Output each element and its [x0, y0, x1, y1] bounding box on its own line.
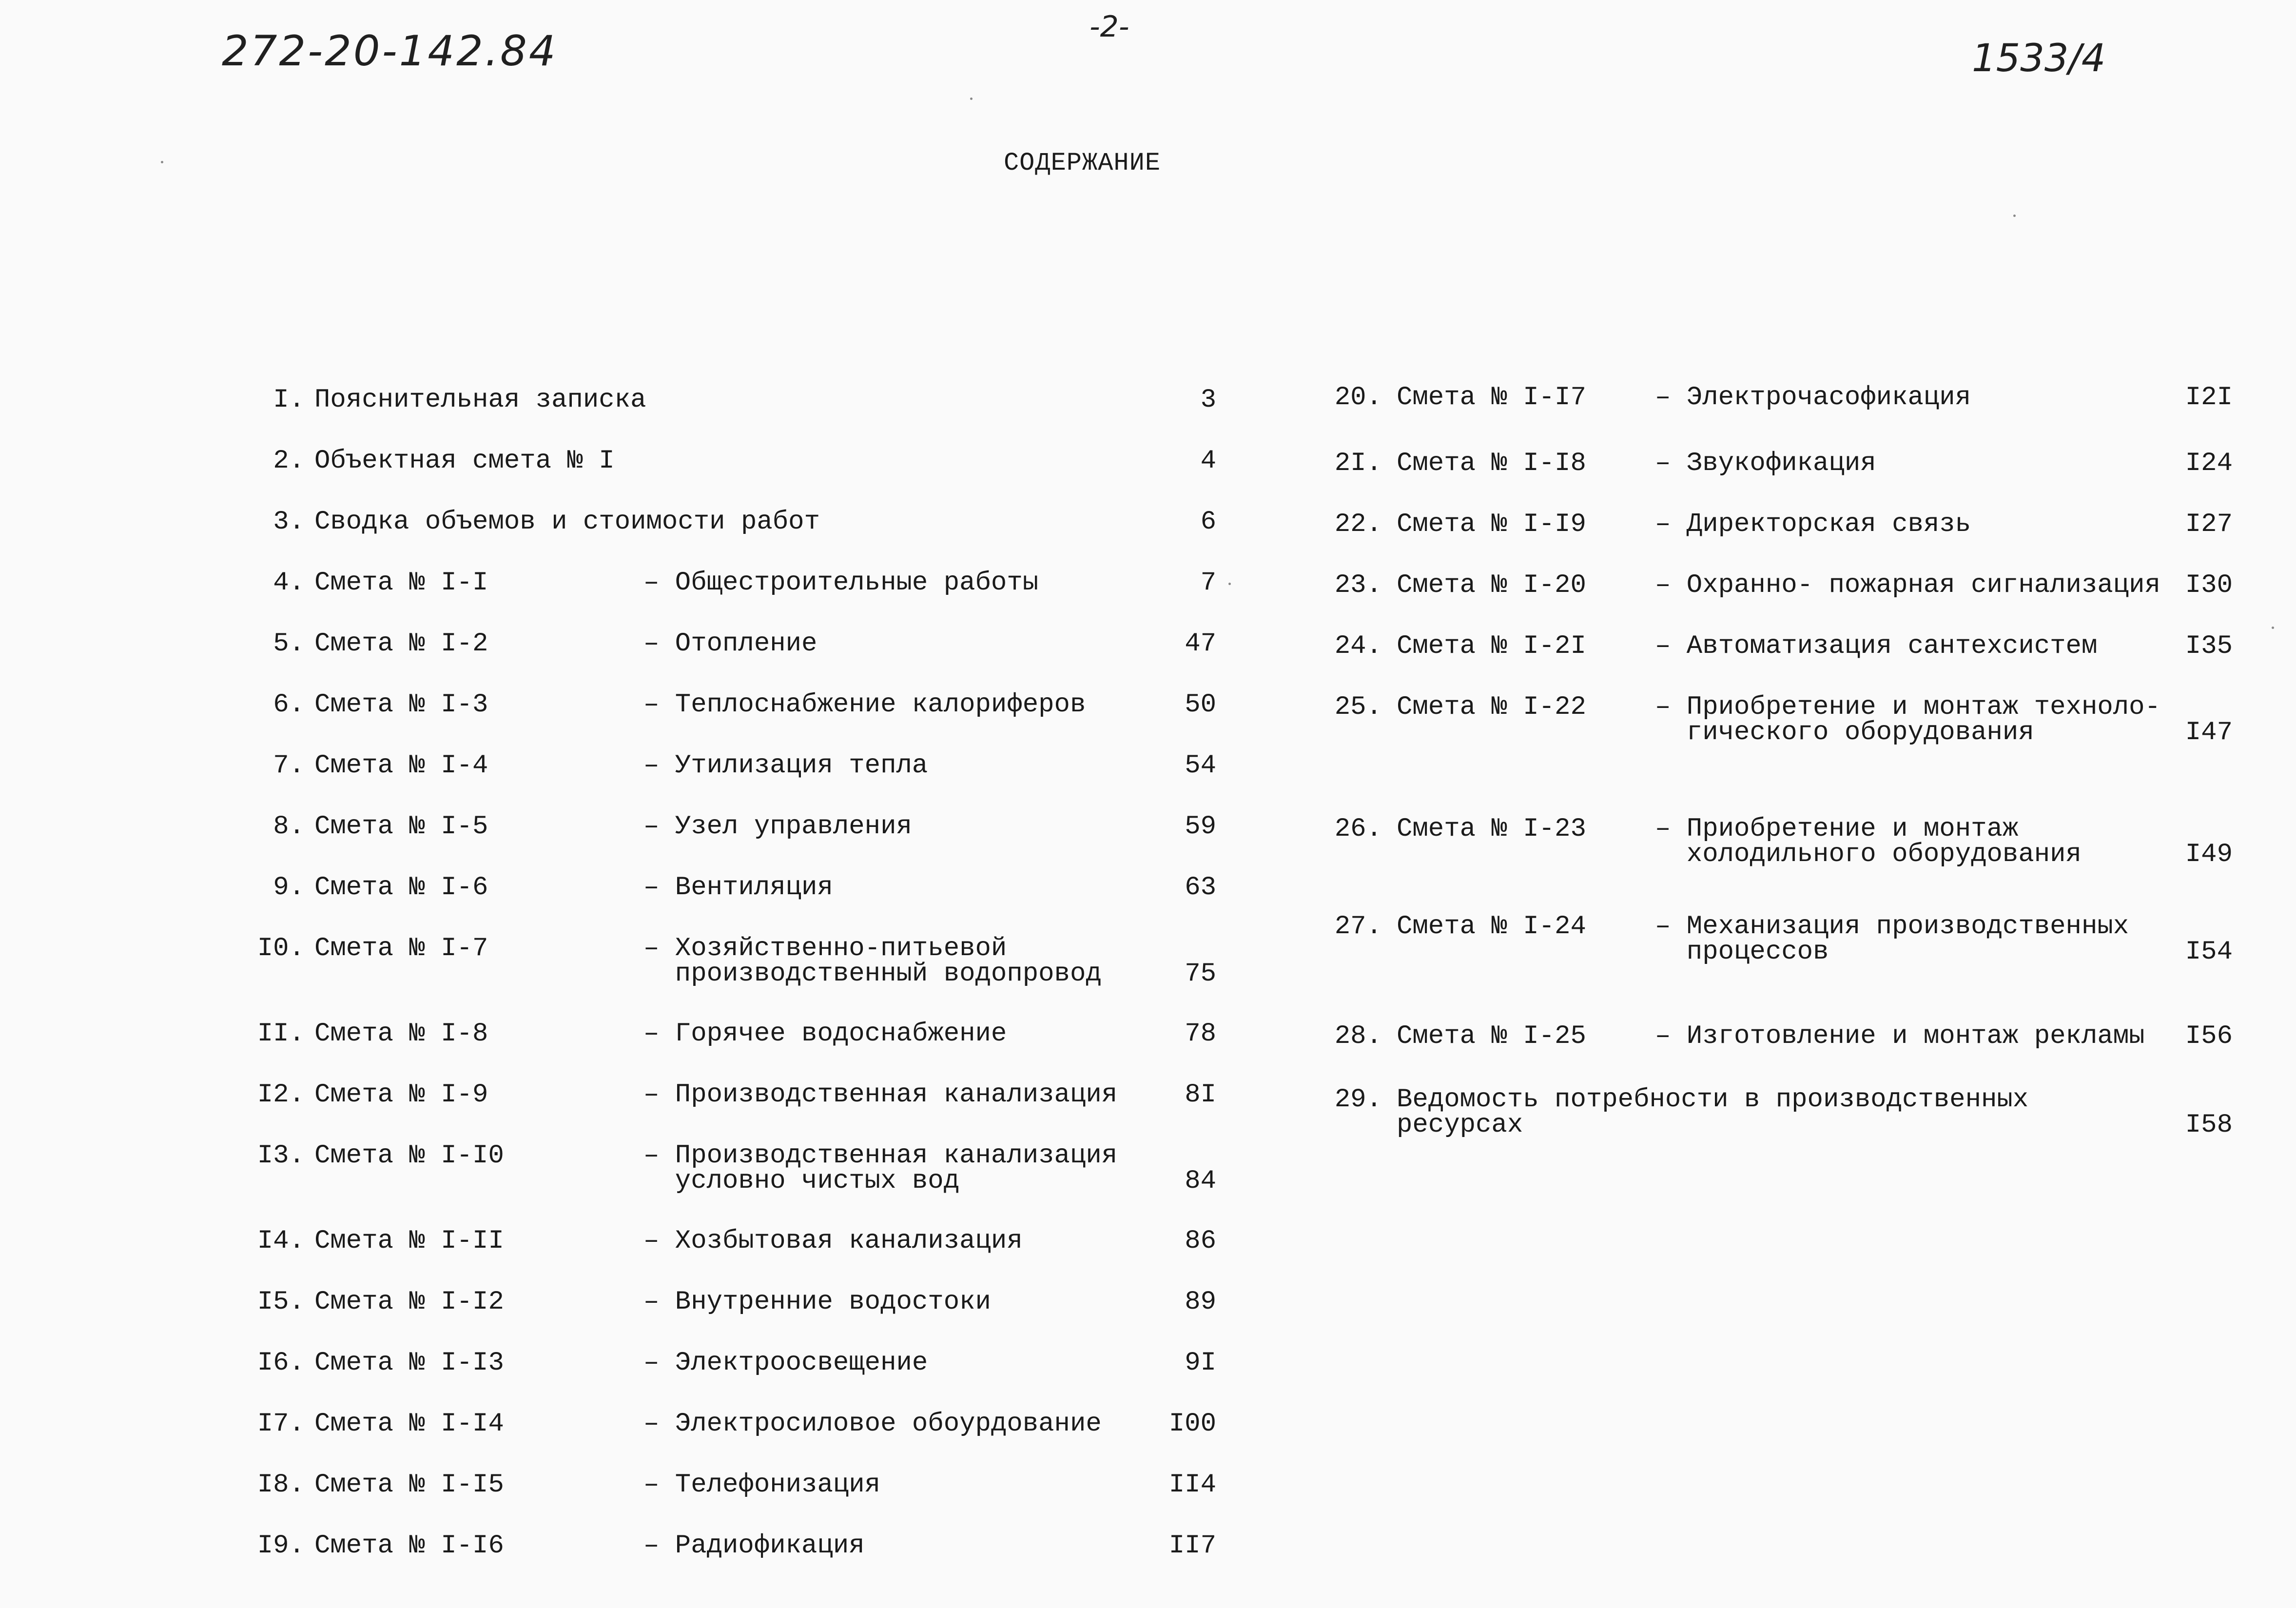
- toc-entry-label: Смета № I-I8: [1397, 449, 1586, 478]
- toc-entry-description: – Звукофикация: [1655, 449, 1876, 478]
- toc-entry-label: Сводка объемов и стоимости работ: [314, 507, 820, 537]
- toc-entry-number: I0.: [257, 934, 305, 963]
- toc-entry-description: – Директорская связь: [1655, 510, 1971, 539]
- scan-speck: [1228, 583, 1231, 585]
- toc-entry-number: I6.: [257, 1348, 305, 1378]
- toc-entry-description: – Утилизация тепла: [643, 751, 928, 781]
- toc-entry-page: I00: [1168, 1409, 1216, 1439]
- toc-entry-label: Смета № I-3: [314, 690, 488, 720]
- toc-entry-number: 24.: [1334, 631, 1382, 661]
- toc-entry-page: I49: [2185, 840, 2233, 869]
- toc-entry-label: Смета № I-6: [314, 873, 488, 902]
- toc-entry-page: 47: [1185, 629, 1216, 659]
- toc-entry-description: – Механизация производственных процессов: [1655, 912, 2129, 967]
- toc-entry-label: Смета № I-I5: [314, 1470, 504, 1500]
- toc-entry-description: – Внутренние водостоки: [643, 1287, 991, 1317]
- toc-entry-number: 7.: [273, 751, 305, 781]
- toc-entry-description: – Приобретение и монтаж техноло- гического оборудования: [1655, 692, 2160, 747]
- toc-entry-description: – Автоматизация сантехсистем: [1655, 631, 2098, 661]
- toc-entry-label: Смета № I-7: [314, 934, 488, 963]
- toc-entry-page: 6: [1200, 507, 1216, 537]
- toc-entry-description: – Электросиловое обоурдование: [643, 1409, 1102, 1439]
- document-code: 272-20-142.84: [222, 27, 558, 76]
- toc-entry-description: – Приобретение и монтаж холодильного оборудования: [1655, 814, 2082, 869]
- toc-entry-label: Смета № I-I3: [314, 1348, 504, 1378]
- toc-entry-page: 50: [1185, 690, 1216, 720]
- toc-entry-number: 8.: [273, 812, 305, 842]
- toc-entry-page: II7: [1168, 1531, 1216, 1561]
- toc-entry-page: I54: [2185, 937, 2233, 967]
- toc-entry-number: 2.: [273, 446, 305, 476]
- toc-entry-page: 78: [1185, 1019, 1216, 1049]
- toc-entry-page: 8I: [1185, 1080, 1216, 1110]
- toc-entry-description: – Электроосвещение: [643, 1348, 928, 1378]
- toc-entry-number: I7.: [257, 1409, 305, 1439]
- toc-entry-page: I2I: [2185, 383, 2233, 412]
- toc-entry-number: I.: [273, 385, 305, 415]
- toc-entry-number: 20.: [1334, 383, 1382, 412]
- toc-entry-label: Смета № I-I7: [1397, 383, 1586, 412]
- toc-entry-number: I9.: [257, 1531, 305, 1561]
- toc-entry-label: Смета № I-I6: [314, 1531, 504, 1561]
- toc-entry-number: 23.: [1334, 570, 1382, 600]
- scan-speck: [970, 98, 973, 100]
- toc-entry-number: I8.: [257, 1470, 305, 1500]
- toc-entry-page: 75: [1185, 959, 1216, 989]
- toc-entry-label: Смета № I-2I: [1397, 631, 1586, 661]
- toc-entry-description: – Узел управления: [643, 812, 912, 842]
- toc-entry-description: – Телефонизация: [643, 1470, 881, 1500]
- toc-entry-label: Пояснительная записка: [314, 385, 646, 415]
- toc-entry-description: – Изготовление и монтаж рекламы: [1655, 1021, 2145, 1051]
- toc-entry-number: 26.: [1334, 814, 1382, 844]
- toc-entry-page: I58: [2185, 1110, 2233, 1140]
- toc-entry-page: 59: [1185, 812, 1216, 842]
- scan-speck: [2013, 215, 2016, 217]
- toc-entry-page: 89: [1185, 1287, 1216, 1317]
- toc-entry-label: Смета № I-II: [314, 1226, 504, 1256]
- toc-entry-number: 2I.: [1334, 449, 1382, 478]
- toc-entry-number: 3.: [273, 507, 305, 537]
- toc-entry-number: 4.: [273, 568, 305, 598]
- toc-entry-description: – Общестроительные работы: [643, 568, 1039, 598]
- scan-speck: [2272, 627, 2274, 629]
- toc-entry-page: 9I: [1185, 1348, 1216, 1378]
- toc-entry-number: 27.: [1334, 912, 1382, 941]
- toc-entry-description: – Радиофикация: [643, 1531, 865, 1561]
- toc-entry-page: 84: [1185, 1166, 1216, 1196]
- toc-entry-page: 7: [1200, 568, 1216, 598]
- toc-entry-label: Смета № I-I: [314, 568, 488, 598]
- toc-entry-page: 3: [1200, 385, 1216, 415]
- toc-entry-label: Смета № I-2: [314, 629, 488, 659]
- toc-entry-page: I35: [2185, 631, 2233, 661]
- toc-entry-page: 4: [1200, 446, 1216, 476]
- toc-entry-number: 9.: [273, 873, 305, 902]
- toc-entry-number: 28.: [1334, 1021, 1382, 1051]
- toc-entry-label: Смета № I-23: [1397, 814, 1586, 844]
- toc-entry-number: I3.: [257, 1141, 305, 1171]
- toc-entry-page: I27: [2185, 510, 2233, 539]
- toc-entry-label: Смета № I-5: [314, 812, 488, 842]
- toc-entry-label: Смета № I-9: [314, 1080, 488, 1110]
- toc-entry-label: Смета № I-I0: [314, 1141, 504, 1171]
- toc-entry-page: 54: [1185, 751, 1216, 781]
- toc-entry-page: I56: [2185, 1021, 2233, 1051]
- toc-entry-number: 29.: [1334, 1085, 1382, 1115]
- sheet-reference: 1533/4: [1972, 37, 2106, 80]
- toc-entry-description: – Хозяйственно-питьевой производственный водопровод: [643, 934, 1102, 989]
- toc-entry-page: II4: [1168, 1470, 1216, 1500]
- toc-entry-label: Смета № I-8: [314, 1019, 488, 1049]
- toc-entry-label: Смета № I-I2: [314, 1287, 504, 1317]
- toc-entry-number: I4.: [257, 1226, 305, 1256]
- toc-entry-page: 86: [1185, 1226, 1216, 1256]
- toc-entry-page: I30: [2185, 570, 2233, 600]
- toc-entry-label: Смета № I-24: [1397, 912, 1586, 941]
- toc-entry-number: 25.: [1334, 692, 1382, 722]
- scan-speck: [161, 161, 163, 163]
- page-title: СОДЕРЖАНИЕ: [1003, 149, 1161, 177]
- toc-entry-label: Ведомость потребности в производственных ресурсах: [1397, 1085, 2029, 1140]
- toc-entry-description: – Горячее водоснабжение: [643, 1019, 1007, 1049]
- toc-entry-description: – Хозбытовая канализация: [643, 1226, 1023, 1256]
- toc-entry-description: – Охранно- пожарная сигнализация: [1655, 570, 2160, 600]
- toc-entry-number: II.: [257, 1019, 305, 1049]
- toc-entry-label: Смета № I-20: [1397, 570, 1586, 600]
- toc-entry-number: I2.: [257, 1080, 305, 1110]
- toc-entry-label: Смета № I-22: [1397, 692, 1586, 722]
- toc-entry-label: Смета № I-25: [1397, 1021, 1586, 1051]
- toc-entry-label: Смета № I-4: [314, 751, 488, 781]
- toc-entry-description: – Отопление: [643, 629, 817, 659]
- toc-entry-number: 5.: [273, 629, 305, 659]
- toc-entry-description: – Производственная канализация: [643, 1080, 1118, 1110]
- toc-entry-description: – Производственная канализация условно чистых вод: [643, 1141, 1118, 1196]
- toc-entry-description: – Вентиляция: [643, 873, 833, 902]
- toc-entry-number: 6.: [273, 690, 305, 720]
- page-number: -2-: [1090, 10, 1129, 44]
- toc-entry-description: – Теплоснабжение калориферов: [643, 690, 1086, 720]
- toc-entry-description: – Электрочасофикация: [1655, 383, 1971, 412]
- toc-entry-page: I24: [2185, 449, 2233, 478]
- toc-entry-label: Смета № I-I4: [314, 1409, 504, 1439]
- toc-entry-label: Смета № I-I9: [1397, 510, 1586, 539]
- toc-entry-page: 63: [1185, 873, 1216, 902]
- toc-entry-page: I47: [2185, 718, 2233, 747]
- toc-entry-label: Объектная смета № I: [314, 446, 615, 476]
- toc-entry-number: I5.: [257, 1287, 305, 1317]
- toc-entry-number: 22.: [1334, 510, 1382, 539]
